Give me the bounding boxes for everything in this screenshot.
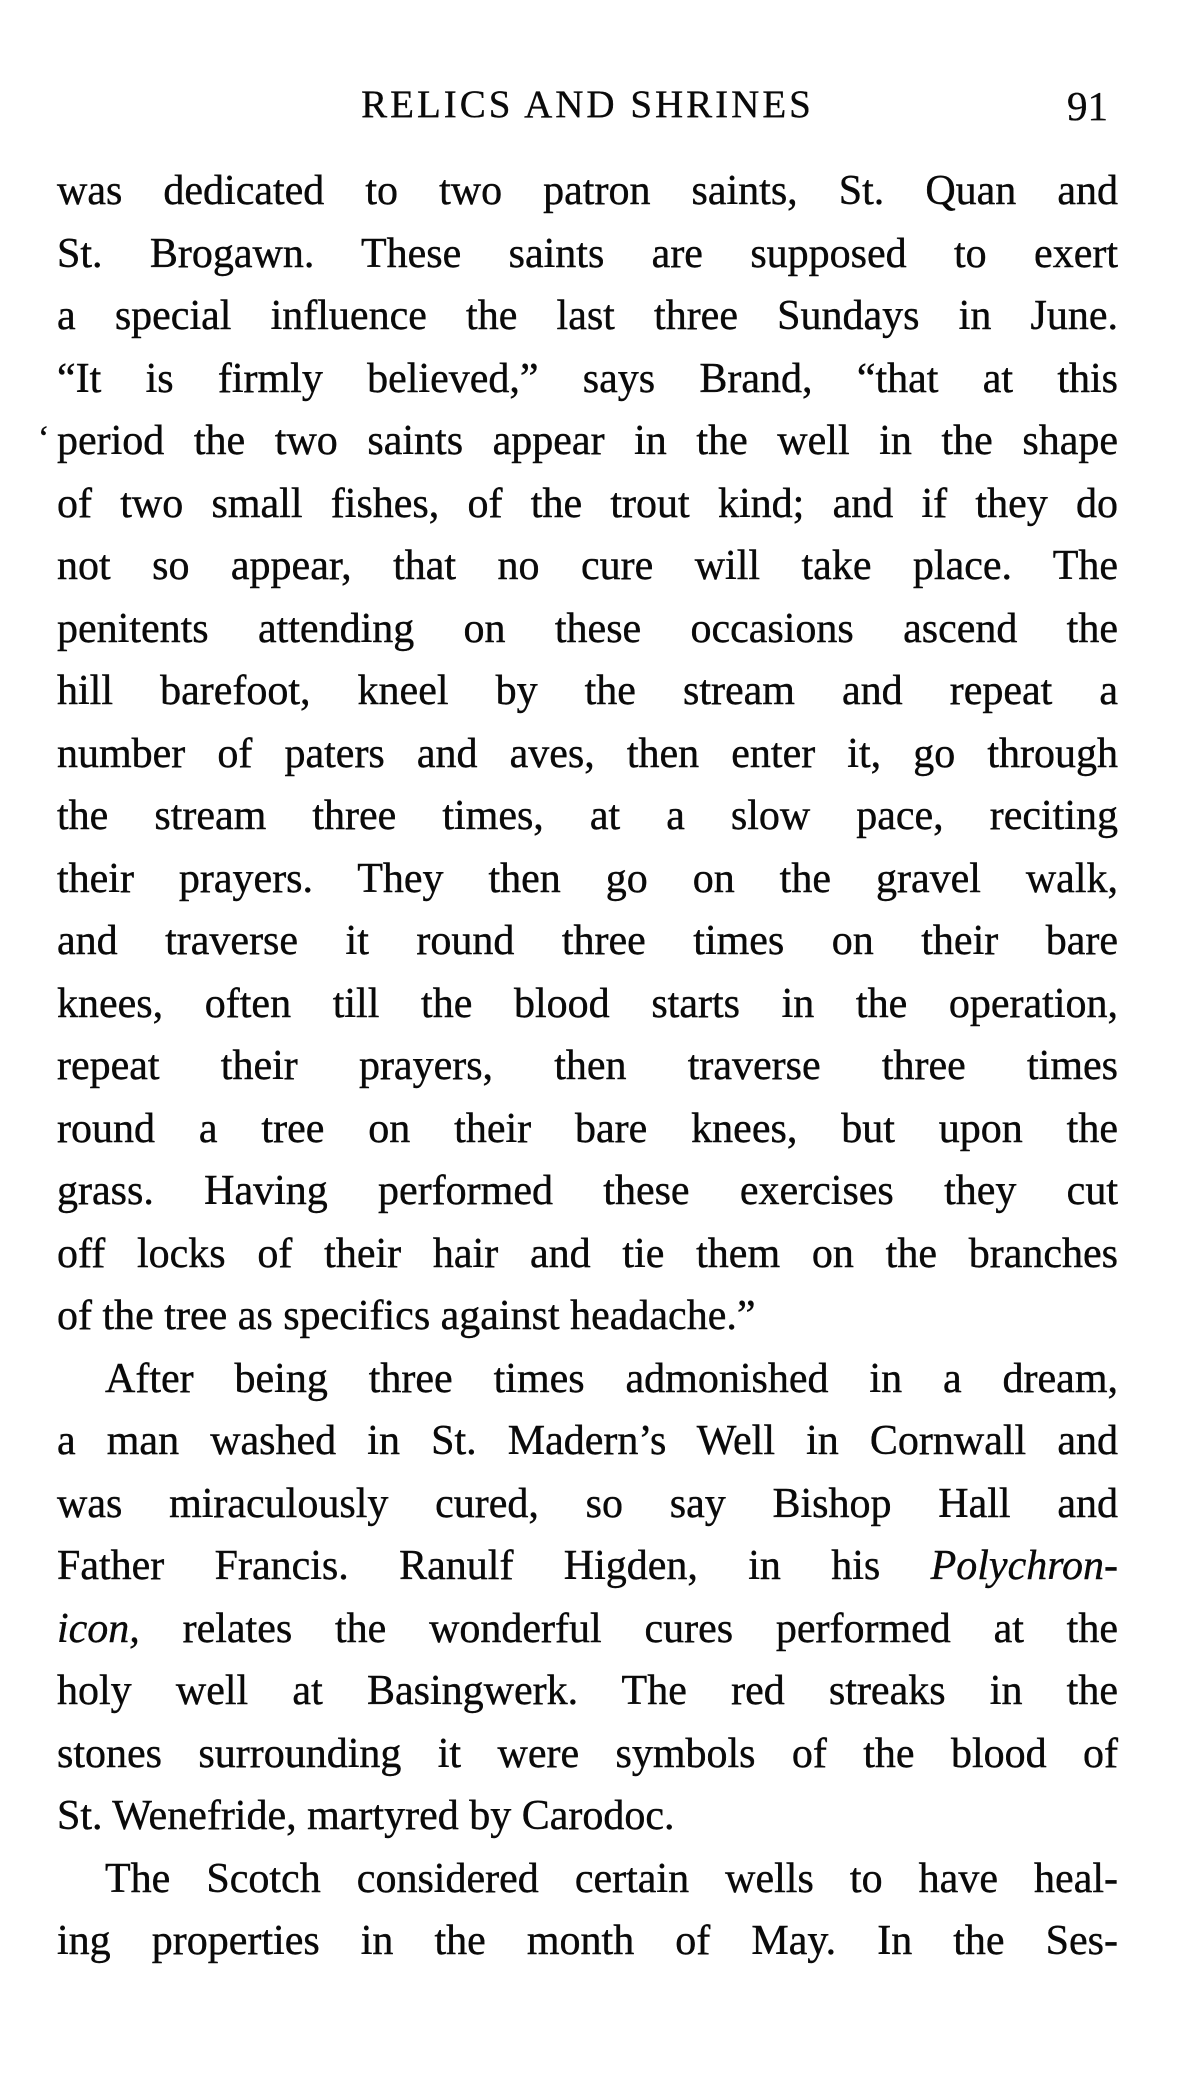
text-line: was miraculously cured, so say Bishop Hall and [57,1480,1118,1527]
text-line: of the tree as specifics against headache.” [57,1293,756,1339]
text-line: hill barefoot, kneel by the stream and repeat a [57,668,1118,714]
text-line: a man washed in St. Madern’s Well in Cornwall and [57,1418,1118,1464]
text-segment: relates the wonderful cures performed at the [139,1605,1118,1652]
text-line: number of paters and aves, then enter it, go through [57,730,1118,777]
page-header [57,82,1118,132]
text-segment: Father Francis. Ranulf Higden, in his [57,1543,931,1589]
text-line: round a tree on their bare knees, but upon the [57,1105,1118,1152]
text-line: The Scotch considered certain wells to have heal- [105,1855,1118,1902]
text-line: stones surrounding it were symbols of the blood of [57,1730,1118,1777]
text-line: and traverse it round three times on their bare [57,918,1118,964]
text-line: “It is firmly believed,” says Brand, “that at this [57,355,1118,402]
body-text [57,160,1118,1973]
book-title-italic: icon, [57,1605,140,1652]
page-number: 91 [1067,83,1108,129]
text-line: ing properties in the month of May. In the Ses- [57,1918,1118,1964]
text-line: period the two saints appear in the well in the shape [57,418,1118,464]
book-title-italic: Polychron- [930,1543,1118,1589]
text-line: not so appear, that no cure will take place. The [57,543,1118,589]
text-line: grass. Having performed these exercises they cut [57,1168,1118,1214]
text-line: was dedicated to two patron saints, St. Quan and [57,168,1118,214]
text-line: St. Brogawn. These saints are supposed to exert [57,230,1118,277]
text-line: penitents attending on these occasions ascend the [57,605,1118,652]
text-line [57,1535,1118,1598]
text-line: holy well at Basingwerk. The red streaks in the [57,1668,1118,1714]
text-line: of two small fishes, of the trout kind; and if they do [57,480,1118,527]
text-line: knees, often till the blood starts in the operation, [57,980,1118,1027]
running-title: RELICS AND SHRINES [361,83,814,126]
text-line: repeat their prayers, then traverse three times [57,1043,1118,1089]
text-line: off locks of their hair and tie them on the branches [57,1230,1118,1277]
text-line: the stream three times, at a slow pace, reciting [57,793,1118,839]
text-line: their prayers. They then go on the gravel walk, [57,855,1118,902]
text-line [57,1598,1118,1661]
text-line: a special influence the last three Sundays in June. [57,293,1118,339]
text-line: St. Wenefride, martyred by Carodoc. [57,1793,675,1839]
text-line: After being three times admonished in a dream, [105,1355,1118,1402]
stray-ink-mark: ‘ [38,420,50,457]
